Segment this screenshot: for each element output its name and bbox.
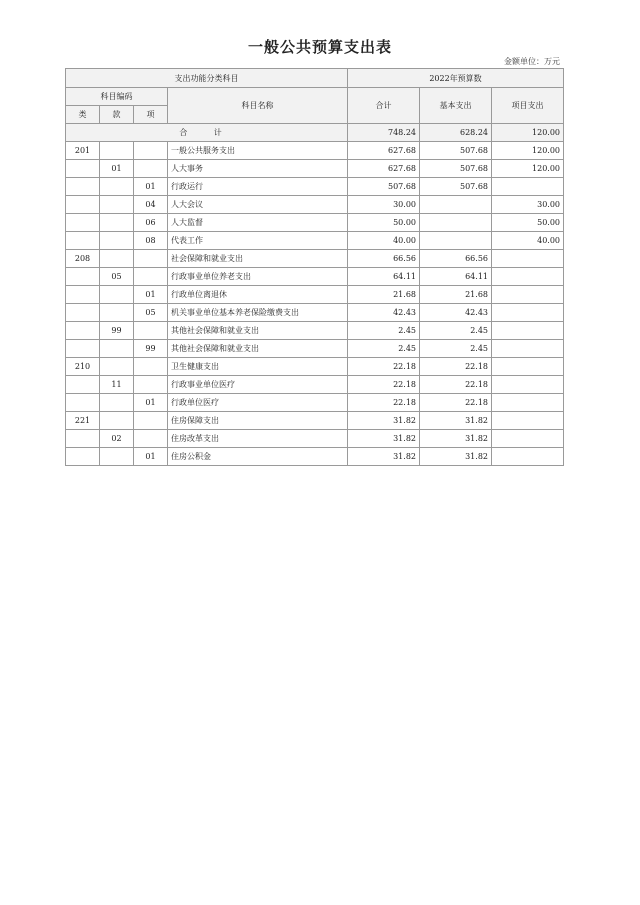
subject-name-cell: 行政运行 xyxy=(168,178,348,196)
class-cell xyxy=(66,376,100,394)
subject-name-cell: 代表工作 xyxy=(168,232,348,250)
total-basic: 628.24 xyxy=(420,124,492,142)
total-cell: 2.45 xyxy=(348,340,420,358)
basic-cell: 2.45 xyxy=(420,322,492,340)
basic-cell: 31.82 xyxy=(420,412,492,430)
basic-cell: 21.68 xyxy=(420,286,492,304)
table-row xyxy=(66,232,564,250)
item-cell: 01 xyxy=(134,394,168,412)
section-cell xyxy=(100,358,134,376)
item-cell xyxy=(134,142,168,160)
item-cell: 05 xyxy=(134,304,168,322)
section-cell: 01 xyxy=(100,160,134,178)
total-cell: 50.00 xyxy=(348,214,420,232)
basic-cell: 66.56 xyxy=(420,250,492,268)
class-cell xyxy=(66,286,100,304)
header-basic: 基本支出 xyxy=(420,88,492,124)
section-cell xyxy=(100,250,134,268)
table-row xyxy=(66,430,564,448)
class-cell xyxy=(66,196,100,214)
table-row xyxy=(66,142,564,160)
basic-cell: 507.68 xyxy=(420,142,492,160)
table-row xyxy=(66,268,564,286)
section-cell xyxy=(100,394,134,412)
subject-name-cell: 人大会议 xyxy=(168,196,348,214)
class-cell: 221 xyxy=(66,412,100,430)
total-cell: 22.18 xyxy=(348,358,420,376)
basic-cell: 22.18 xyxy=(420,376,492,394)
subject-name-cell: 其他社会保障和就业支出 xyxy=(168,322,348,340)
table-row xyxy=(66,322,564,340)
class-cell: 201 xyxy=(66,142,100,160)
subject-name-cell: 行政单位医疗 xyxy=(168,394,348,412)
total-amount: 748.24 xyxy=(348,124,420,142)
section-cell: 02 xyxy=(100,430,134,448)
basic-cell: 31.82 xyxy=(420,448,492,466)
item-cell xyxy=(134,160,168,178)
item-cell: 99 xyxy=(134,340,168,358)
project-cell xyxy=(492,448,564,466)
project-cell xyxy=(492,250,564,268)
header-subject-name: 科目名称 xyxy=(168,88,348,124)
class-cell xyxy=(66,232,100,250)
item-cell xyxy=(134,358,168,376)
project-cell xyxy=(492,322,564,340)
header-project: 项目支出 xyxy=(492,88,564,124)
project-cell: 120.00 xyxy=(492,142,564,160)
table-row xyxy=(66,376,564,394)
basic-cell: 507.68 xyxy=(420,160,492,178)
table-row xyxy=(66,358,564,376)
item-cell xyxy=(134,430,168,448)
class-cell xyxy=(66,268,100,286)
header-functional-classification: 支出功能分类科目 xyxy=(66,69,348,88)
total-cell: 507.68 xyxy=(348,178,420,196)
total-cell: 31.82 xyxy=(348,430,420,448)
total-cell: 22.18 xyxy=(348,394,420,412)
item-cell: 04 xyxy=(134,196,168,214)
total-cell: 64.11 xyxy=(348,268,420,286)
section-cell xyxy=(100,304,134,322)
project-cell xyxy=(492,358,564,376)
section-cell: 05 xyxy=(100,268,134,286)
header-subject-code: 科目编码 xyxy=(66,88,168,106)
subject-name-cell: 住房公积金 xyxy=(168,448,348,466)
project-cell: 120.00 xyxy=(492,160,564,178)
section-cell xyxy=(100,412,134,430)
item-cell: 01 xyxy=(134,178,168,196)
basic-cell: 31.82 xyxy=(420,430,492,448)
total-row xyxy=(66,124,564,142)
item-cell: 01 xyxy=(134,448,168,466)
page-title: 一般公共预算支出表 xyxy=(247,38,392,56)
subject-name-cell: 人大事务 xyxy=(168,160,348,178)
item-cell xyxy=(134,268,168,286)
table-row xyxy=(66,340,564,358)
section-cell xyxy=(100,142,134,160)
header-class: 类 xyxy=(66,106,100,124)
item-cell xyxy=(134,322,168,340)
project-cell xyxy=(492,376,564,394)
project-cell xyxy=(492,430,564,448)
class-cell xyxy=(66,178,100,196)
basic-cell xyxy=(420,214,492,232)
subject-name-cell: 其他社会保障和就业支出 xyxy=(168,340,348,358)
project-cell xyxy=(492,268,564,286)
table-row xyxy=(66,448,564,466)
class-cell xyxy=(66,214,100,232)
basic-cell xyxy=(420,196,492,214)
subject-name-cell: 行政事业单位养老支出 xyxy=(168,268,348,286)
basic-cell: 507.68 xyxy=(420,178,492,196)
total-cell: 42.43 xyxy=(348,304,420,322)
section-cell xyxy=(100,232,134,250)
class-cell: 208 xyxy=(66,250,100,268)
total-cell: 22.18 xyxy=(348,376,420,394)
total-cell: 627.68 xyxy=(348,160,420,178)
table-body xyxy=(66,124,564,466)
item-cell: 06 xyxy=(134,214,168,232)
table-row xyxy=(66,196,564,214)
project-cell xyxy=(492,340,564,358)
total-cell: 31.82 xyxy=(348,448,420,466)
class-cell xyxy=(66,448,100,466)
project-cell xyxy=(492,412,564,430)
subject-name-cell: 一般公共服务支出 xyxy=(168,142,348,160)
section-cell xyxy=(100,196,134,214)
subject-name-cell: 卫生健康支出 xyxy=(168,358,348,376)
section-cell xyxy=(100,214,134,232)
class-cell xyxy=(66,394,100,412)
basic-cell: 2.45 xyxy=(420,340,492,358)
class-cell xyxy=(66,322,100,340)
total-cell: 40.00 xyxy=(348,232,420,250)
total-label: 合 计 xyxy=(66,124,348,142)
project-cell xyxy=(492,286,564,304)
header-total: 合计 xyxy=(348,88,420,124)
table-row xyxy=(66,250,564,268)
total-cell: 627.68 xyxy=(348,142,420,160)
total-cell: 2.45 xyxy=(348,322,420,340)
unit-label: 金额单位：万元 xyxy=(504,57,560,66)
header-item: 项 xyxy=(134,106,168,124)
subject-name-cell: 住房保障支出 xyxy=(168,412,348,430)
item-cell: 08 xyxy=(134,232,168,250)
total-cell: 21.68 xyxy=(348,286,420,304)
item-cell xyxy=(134,412,168,430)
class-cell xyxy=(66,430,100,448)
section-cell xyxy=(100,448,134,466)
project-cell: 30.00 xyxy=(492,196,564,214)
section-cell xyxy=(100,178,134,196)
subject-name-cell: 机关事业单位基本养老保险缴费支出 xyxy=(168,304,348,322)
total-cell: 31.82 xyxy=(348,412,420,430)
class-cell xyxy=(66,340,100,358)
basic-cell xyxy=(420,232,492,250)
table-row xyxy=(66,412,564,430)
subject-name-cell: 行政事业单位医疗 xyxy=(168,376,348,394)
total-cell: 66.56 xyxy=(348,250,420,268)
table-row xyxy=(66,304,564,322)
total-cell: 30.00 xyxy=(348,196,420,214)
total-project: 120.00 xyxy=(492,124,564,142)
project-cell: 40.00 xyxy=(492,232,564,250)
class-cell: 210 xyxy=(66,358,100,376)
item-cell xyxy=(134,376,168,394)
basic-cell: 64.11 xyxy=(420,268,492,286)
project-cell: 50.00 xyxy=(492,214,564,232)
section-cell: 99 xyxy=(100,322,134,340)
header-budget-year: 2022年预算数 xyxy=(348,69,564,88)
table-row xyxy=(66,178,564,196)
subject-name-cell: 行政单位离退休 xyxy=(168,286,348,304)
section-cell xyxy=(100,286,134,304)
header-section: 款 xyxy=(100,106,134,124)
subject-name-cell: 社会保障和就业支出 xyxy=(168,250,348,268)
table-row xyxy=(66,394,564,412)
project-cell xyxy=(492,304,564,322)
section-cell: 11 xyxy=(100,376,134,394)
subject-name-cell: 住房改革支出 xyxy=(168,430,348,448)
budget-table xyxy=(65,68,564,466)
project-cell xyxy=(492,178,564,196)
basic-cell: 22.18 xyxy=(420,358,492,376)
table-row xyxy=(66,214,564,232)
section-cell xyxy=(100,340,134,358)
table-row xyxy=(66,286,564,304)
basic-cell: 22.18 xyxy=(420,394,492,412)
table-row xyxy=(66,160,564,178)
project-cell xyxy=(492,394,564,412)
class-cell xyxy=(66,160,100,178)
item-cell xyxy=(134,250,168,268)
subject-name-cell: 人大监督 xyxy=(168,214,348,232)
table-header xyxy=(66,69,564,124)
item-cell: 01 xyxy=(134,286,168,304)
basic-cell: 42.43 xyxy=(420,304,492,322)
class-cell xyxy=(66,304,100,322)
